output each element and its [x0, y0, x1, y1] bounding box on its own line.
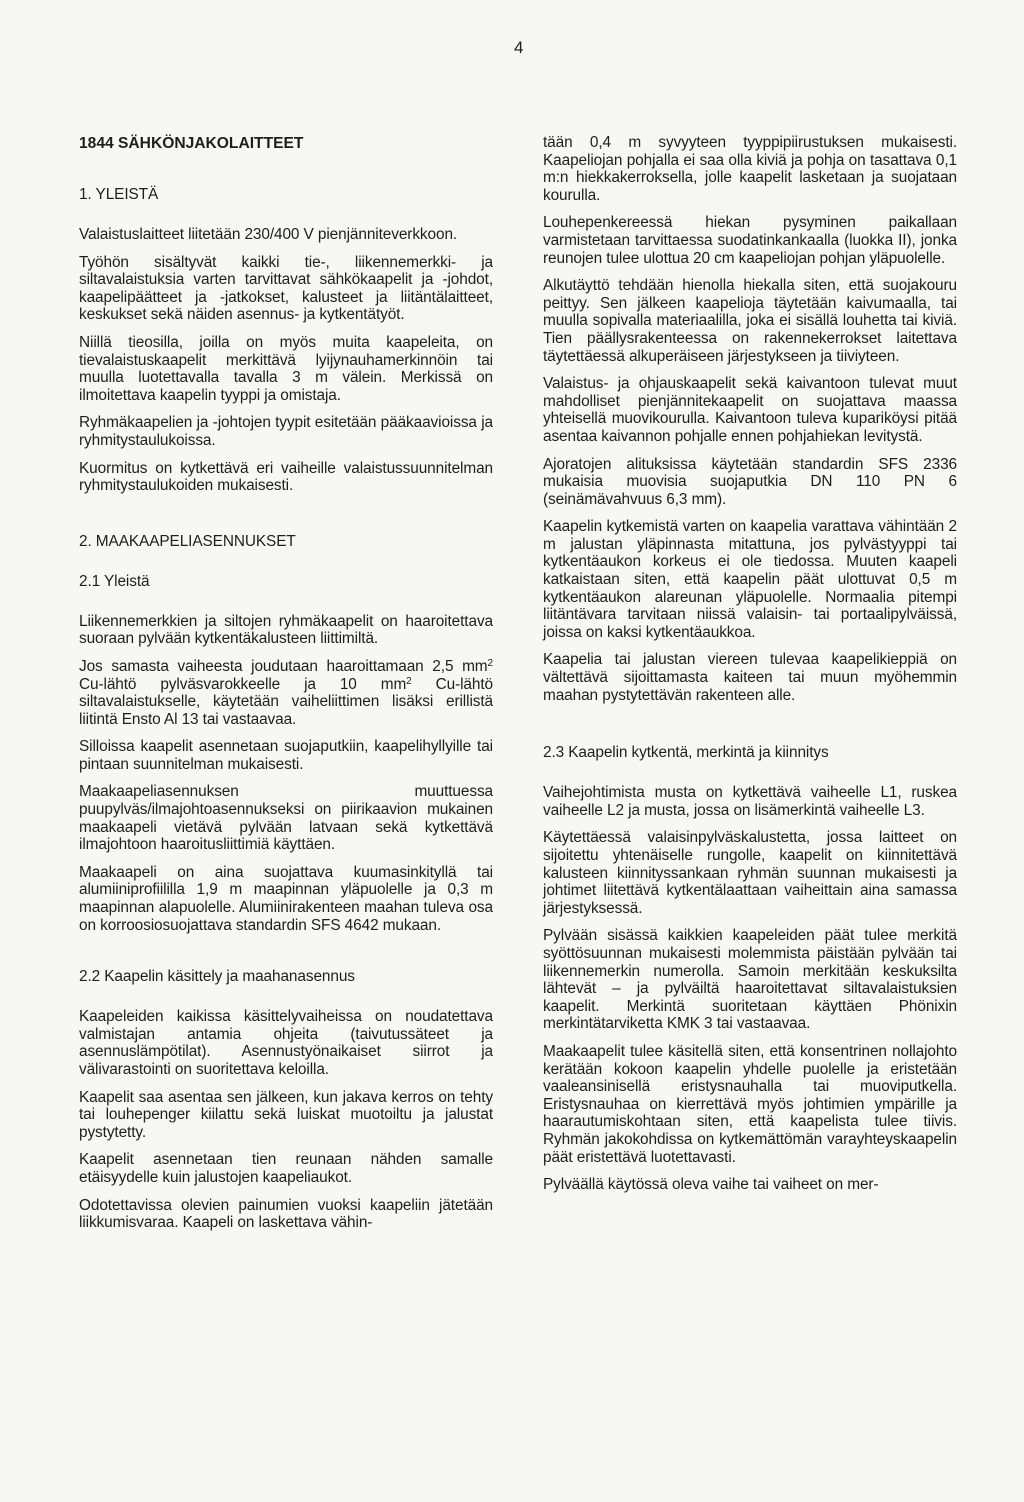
- paragraph: Odotettavissa olevien painumien vuoksi kaapeliin jätetään liikkumisvaraa. Kaapeli on laskettava vähin-: [79, 1196, 493, 1232]
- subsection-heading-cable-connection: 2.3 Kaapelin kytkentä, merkintä ja kiinnitys: [543, 744, 829, 762]
- subsection-heading-general: 2.1 Yleistä: [79, 572, 150, 590]
- paragraph: Maakaapeliasennuksen muuttuessa puupylväs/ilmajohtoasennukseksi on piirikaavion mukainen maakaapeli vietävä pylvään latvaan sekä kytkettävä ilmajohtoon haaroitusliittimiä käyttäen.: [79, 783, 493, 854]
- paragraph: Maakaapelit tulee käsitellä siten, että konsentrinen nollajohto kerätään kokoon kaapelin yhdelle puolelle ja eristetään vaaleansinisellä eristysnauhalla tai muoviputkella. Eristysnauhaa on kierrettävä myös johtimien ympärille ja haarautumiskohtaan siten, että kaapelista tulee tiivis. Ryhmän jakokohdissa on kytkemättömän varayhteyskaapelin päät eristettävä luotettavasti.: [543, 1042, 957, 1166]
- right-column: [543, 134, 957, 1204]
- paragraph: Kaapelit asennetaan tien reunaan nähden samalle etäisyydelle kuin jalustojen kaapeliaukot.: [79, 1151, 493, 1186]
- paragraph: Käytettäessä valaisinpylväskalustetta, jossa laitteet on sijoitettu yhtenäiselle rungolle, kaapelit on kiinnitettävä kalusteen kiinnityssankaan ryhmän suunnan mukaisesti ja johtimet liitettävä kytkentälaattaan vaiheittain aina samassa järjestyksessä.: [543, 829, 957, 917]
- subsection-heading-cable-handling: 2.2 Kaapelin käsittely ja maahanasennus: [79, 968, 355, 986]
- section-heading-general: 1. YLEISTÄ: [79, 186, 159, 203]
- paragraph: Niillä tieosilla, joilla on myös muita kaapeleita, on tievalaistuskaapelit merkittävä lyijynauhamerkinnöin tai muulla luotettavalla tavalla 3 m välein. Merkissä on ilmoitettava kaapelin tyyppi ja omistaja.: [79, 333, 493, 404]
- paragraph: Pylväällä käytössä oleva vaihe tai vaiheet on mer-: [543, 1176, 879, 1194]
- paragraph: Kuormitus on kytkettävä eri vaiheille valaistussuunnitelman ryhmitystaulukoiden mukaisesti.: [79, 459, 493, 495]
- paragraph: Kaapelin kytkemistä varten on kaapelia varattava vähintään 2 m jalustan yläpinnasta mitattuna, jos pylvästyyppi tai kytkentäaukon korkeus ei ole tiedossa. Muuten kaapeli katkaistaan siten, että kaapelin päät ulottuvat 0,5 m kytkentäaukon alareunan yläpuolelle. Normaalia pitempi liitäntävara tarvitaan niissä valaisin- tai portaalipylväissä, joissa on kaksi kytkentäaukkoa.: [543, 518, 957, 641]
- paragraph: Vaihejohtimista musta on kytkettävä vaiheelle L1, ruskea vaiheelle L2 ja musta, jossa on lisämerkintä vaiheelle L3.: [543, 784, 957, 819]
- section-heading-ground-cables: 2. MAAKAAPELIASENNUKSET: [79, 532, 296, 550]
- paragraph: Jos samasta vaiheesta joudutaan haaroittamaan 2,5 $mm^2$ Cu-lähtö pylväsvarokkeelle ja 10 $mm^2$ Cu-lähtö siltavalaistukselle, käytetään vaiheliittimen lisäksi erillistä liitintä Ensto Al 13 tai vastaavaa.: [79, 657, 493, 728]
- superscript: 2: [487, 657, 493, 669]
- paragraph: Alkutäyttö tehdään hienolla hiekalla siten, että suojakouru peittyy. Sen jälkeen kaapelioja täytetään kaivumaalla, tai muulla sopivalla materiaalilla, joka ei sisällä louhetta tai kiviä. Tien päällysrakenteessa on rakennekerrokset laitettava täytettäessä alkuperäiseen järjestykseen ja tiiviyteen.: [543, 277, 957, 365]
- paragraph: Louhepenkereessä hiekan pysyminen paikallaan varmistetaan tarvittaessa suodatinkankaalla (luokka II), jonka reunojen tulee ulottua 20 cm kaapeliojan pohjan yläpuolelle.: [543, 214, 957, 267]
- paragraph: tään 0,4 m syvyyteen tyyppipiirustuksen mukaisesti. Kaapeliojan pohjalla ei saa olla kiviä ja pohja on tasattava 0,1 m:n hiekkakerroksella, jolle kaapelit lasketaan ja suojataan kourulla.: [543, 134, 957, 204]
- paragraph: Maakaapeli on aina suojattava kuumasinkityllä tai alumiiniprofiililla 1,9 m maapinnan yläpuolelle ja 0,3 m maapinnan alapuolelle. Alumiinirakenteen maahan tuleva osa on korroosiosuojattava standardin SFS 4642 mukaan.: [79, 863, 493, 934]
- paragraph: Työhön sisältyvät kaikki tie-, liikennemerkki- ja siltavalaistuksia varten tarvittavat sähkökaapelit ja -johdot, kaapelipäätteet ja -jatkokset, kalusteet ja liitäntälaitteet, keskukset sekä näiden asennus- ja kytkentätyöt.: [79, 253, 493, 324]
- page-number: 4: [514, 38, 524, 57]
- paragraph: Ajoratojen alituksissa käytetään standardin SFS 2336 mukaisia muovisia suojaputkia DN 110 PN 6 (seinämävahvuus 6,3 mm).: [543, 455, 957, 508]
- document-title: 1844 SÄHKÖNJAKOLAITTEET: [79, 135, 304, 152]
- paragraph: Liikennemerkkien ja siltojen ryhmäkaapelit on haaroitettava suoraan pylvään kytkentäkalusteen liittimiltä.: [79, 612, 493, 648]
- paragraph: Kaapelit saa asentaa sen jälkeen, kun jakava kerros on tehty tai louhepenger kiilattu sekä luiskat muotoiltu ja jalustat pystytetty.: [79, 1088, 493, 1141]
- paragraph: Pylvään sisässä kaikkien kaapeleiden päät tulee merkitä syöttösuunnan mukaisesti molemmista päistään pylvään tai liikennemerkin numerolla. Samoin merkitään keskuksilta lähtevät – ja pylväiltä haaroitettavat siltavalaistuksien kaapelit. Merkintä suoritetaan käyttäen Phönixin merkintätarviketta KMK 3 tai vastaavaa.: [543, 927, 957, 1033]
- left-column: [79, 135, 493, 1242]
- paragraph: Silloissa kaapelit asennetaan suojaputkiin, kaapelihyllyille tai pintaan suunnitelman mukaisesti.: [79, 738, 493, 773]
- superscript: 2: [406, 675, 412, 687]
- paragraph: Kaapeleiden kaikissa käsittelyvaiheissa on noudatettava valmistajan antamia ohjeita (taivutussäteet ja asennuslämpötilat). Asennustyönaikaiset siirrot ja välivarastointi on suoritettava keloilla.: [79, 1008, 493, 1078]
- paragraph: Valaistus- ja ohjauskaapelit sekä kaivantoon tulevat muut mahdolliset pienjännitekaapelit on suojattava maassa yhteisellä muovikourulla. Kaivantoon tuleva kupariköysi pitää asentaa kaivannon pohjalle ennen pohjahiekan levitystä.: [543, 375, 957, 445]
- paragraph: Valaistuslaitteet liitetään 230/400 V pienjänniteverkkoon.: [79, 226, 458, 243]
- paragraph: Kaapelia tai jalustan viereen tulevaa kaapelikieppiä on vältettävä sijoittamasta kaiteen tai muun myöhemmin maahan pystytettävän rakenteen alle.: [543, 651, 957, 704]
- paragraph: Ryhmäkaapelien ja -johtojen tyypit esitetään pääkaavioissa ja ryhmitystaulukoissa.: [79, 414, 493, 449]
